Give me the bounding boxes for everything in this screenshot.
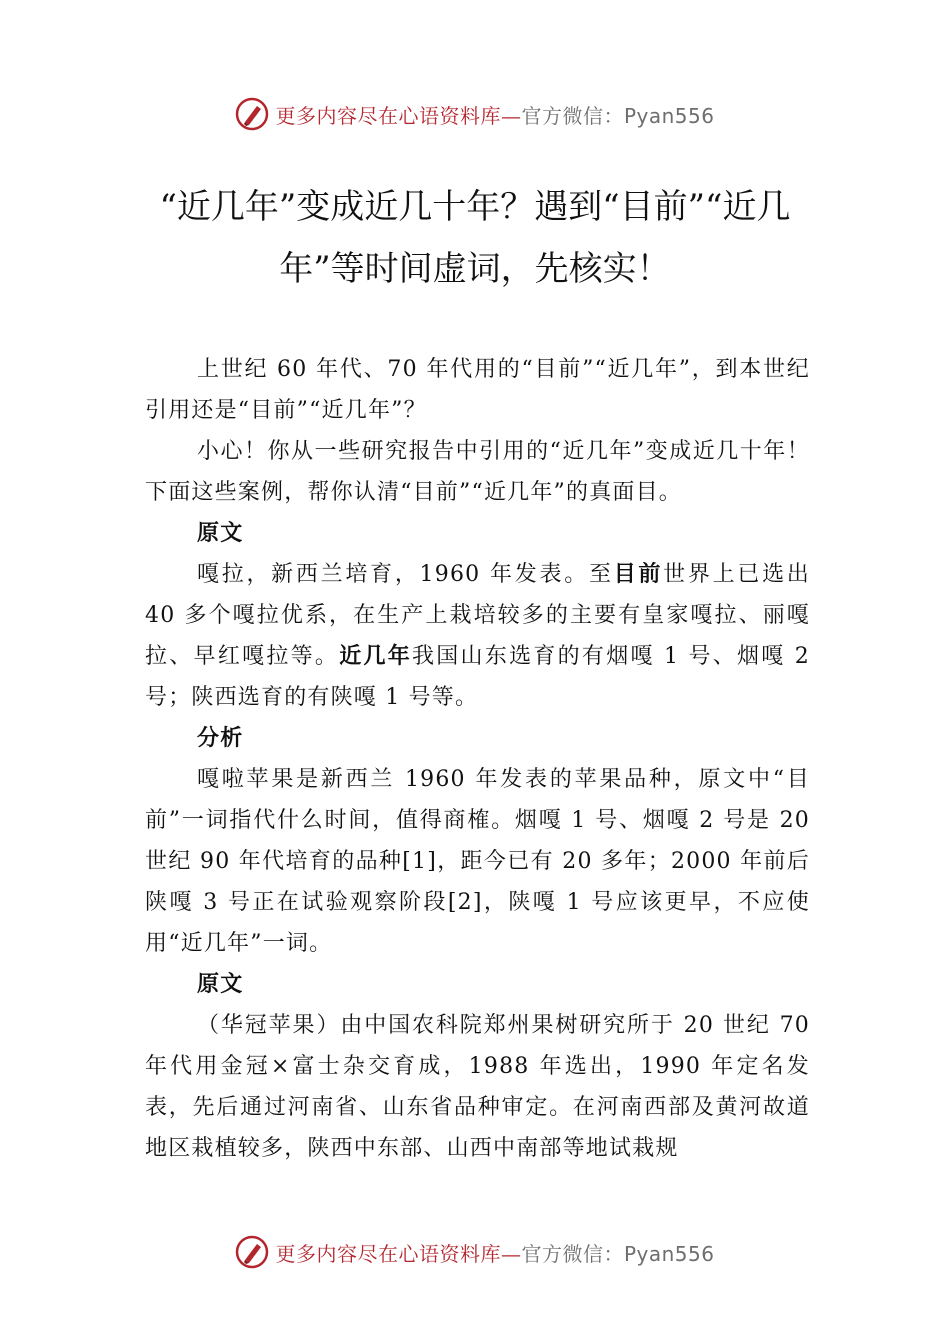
case1-analysis-heading: 分析 xyxy=(197,726,244,751)
banner-wechat-text: 官方微信：Pyan556 xyxy=(521,1241,715,1266)
page-title: “近几年”变成近几十年？遇到“目前”“近几年”等时间虚词，先核实！ xyxy=(159,187,791,289)
case1-analysis-text: 嘎啦苹果是新西兰 1960 年发表的苹果品种，原文中“目前”一词指代什么时间，值得商榷。烟嘎 1 号、烟嘎 2 号是 20 世纪 90 年代培育的品种[1]，距今已有 20 多年；2000 年前后陕嘎 3 号正在试验观察阶段[2]，陕嘎 1 号应该更早，不应使用“近几年”一词。 xyxy=(145,767,810,956)
case1-original-heading: 原文 xyxy=(197,521,244,546)
banner-library-text: 更多内容尽在心语资料库— xyxy=(275,1241,522,1266)
article-body xyxy=(145,349,810,1169)
footer-banner xyxy=(0,1230,950,1274)
keyword-muqian: 目前 xyxy=(613,562,664,587)
case2-original-text: （华冠苹果）由中国农科院郑州果树研究所于 20 世纪 70 年代用金冠×富士杂交育成，1988 年选出，1990 年定名发表，先后通过河南省、山东省品种审定。在河南西部及黄河故道地区栽植较多，陕西中东部、山西中南部等地试栽规 xyxy=(145,1013,810,1161)
case1-original-text: 嘎拉，新西兰培育，1960 年发表。至目前世界上已选出 40 多个嘎拉优系，在生产上栽培较多的主要有皇家嘎拉、丽嘎拉、早红嘎拉等。近几年我国山东选育的有烟嘎 1 号、烟嘎 2 号；陕西选育的有陕嘎 1 号等。 xyxy=(145,562,811,710)
banner-library-text: 更多内容尽在心语资料库— xyxy=(275,103,522,128)
intro-paragraph-1: 上世纪 60 年代、70 年代用的“目前”“近几年”，到本世纪引用还是“目前”“近几年”？ xyxy=(145,357,810,423)
case2-original-heading: 原文 xyxy=(197,972,244,997)
header-banner xyxy=(0,92,950,136)
pen-nib-logo-icon xyxy=(235,97,269,131)
pen-nib-logo-icon xyxy=(235,1235,269,1269)
banner-wechat-text: 官方微信：Pyan556 xyxy=(521,103,715,128)
intro-paragraph-2: 小心！你从一些研究报告中引用的“近几年”变成近几十年！下面这些案例，帮你认清“目前”“近几年”的真面目。 xyxy=(145,439,810,505)
keyword-jinjinian: 近几年 xyxy=(339,644,413,669)
